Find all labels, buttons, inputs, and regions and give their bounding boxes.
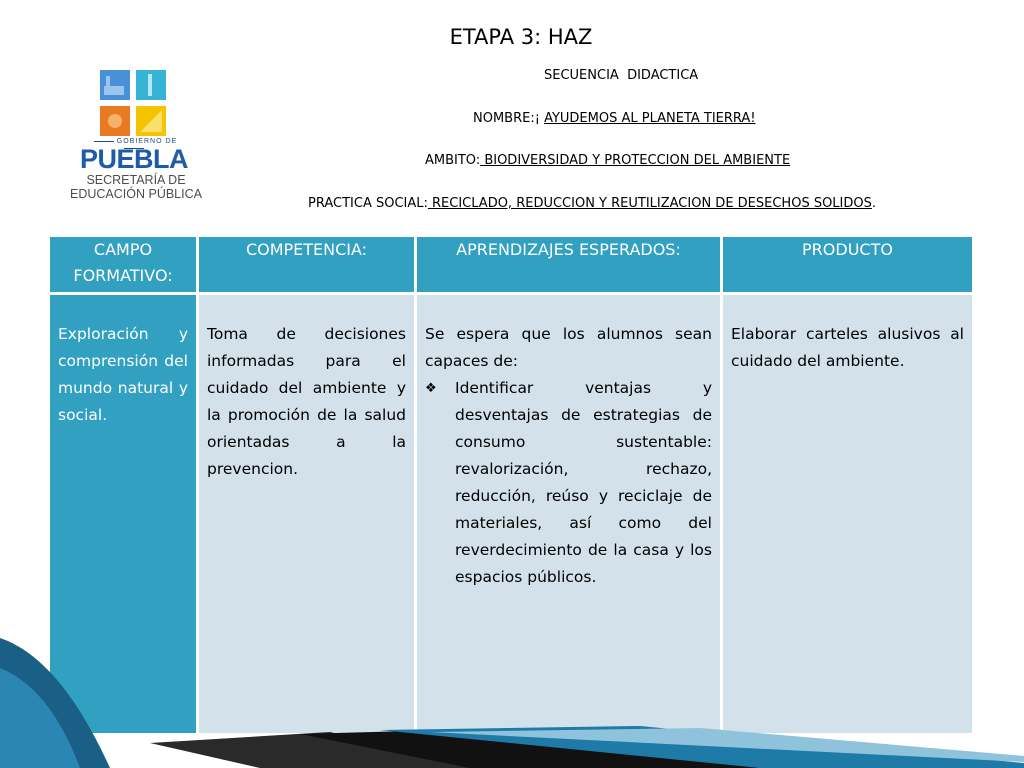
name-line [473,111,756,126]
header-campo-formativo: CAMPO FORMATIVO: [50,237,196,292]
sequence-label: SECUENCIA DIDACTICA [544,68,699,83]
header-producto: PRODUCTO [723,237,972,292]
aprendizajes-intro: Se espera que los alumnos sean capaces de: [425,325,712,370]
cell-aprendizajes [417,295,720,733]
department-line-2: EDUCACIÓN PÚBLICA [70,187,202,201]
aprendizajes-item-text: Identificar ventajas y desventajas de estrategias de consumo sustentable: revalorización, rechazo, reducción, reúso y reciclaje de materiales, así como del reverdecimiento de la casa y los espacios públicos. [455,379,712,586]
scope-label: AMBITO: [425,153,481,168]
didactic-table [50,237,972,733]
department-line-1: SECRETARÍA DE [86,173,186,187]
practice-label: PRACTICA SOCIAL: [308,196,428,211]
cell-competencia: Toma de decisiones informadas para el cuidado del ambiente y la promoción de la salud orientadas a la prevencion. [199,295,414,733]
practice-value: RECICLADO, REDUCCION Y REUTILIZACION DE DESECHOS SOLIDOS [427,196,872,211]
puebla-sep-logo [56,70,216,210]
diamond-bullet-icon: ❖ [425,381,437,396]
header-competencia: COMPETENCIA: [199,237,414,292]
page-title: ETAPA 3: HAZ [449,25,593,49]
header-aprendizajes: APRENDIZAJES ESPERADOS: [417,237,720,292]
name-value: AYUDEMOS AL PLANETA TIERRA! [544,111,756,126]
cell-campo-formativo: Exploración y comprensión del mundo natural y social. [50,295,196,733]
scope-line [425,153,790,168]
aprendizajes-bullet-item [425,375,712,591]
practice-line [308,196,876,211]
scope-value: BIODIVERSIDAD Y PROTECCION DEL AMBIENTE [480,153,791,168]
cell-producto: Elaborar carteles alusivos al cuidado del ambiente. [723,295,972,733]
state-name: PUEBLA [79,144,188,174]
practice-end: . [871,196,877,211]
name-label: NOMBRE:¡ [473,111,545,126]
gov-label: GOBIERNO DE [78,138,190,152]
puebla-emblem-icon [100,70,166,136]
department-name [56,173,216,201]
